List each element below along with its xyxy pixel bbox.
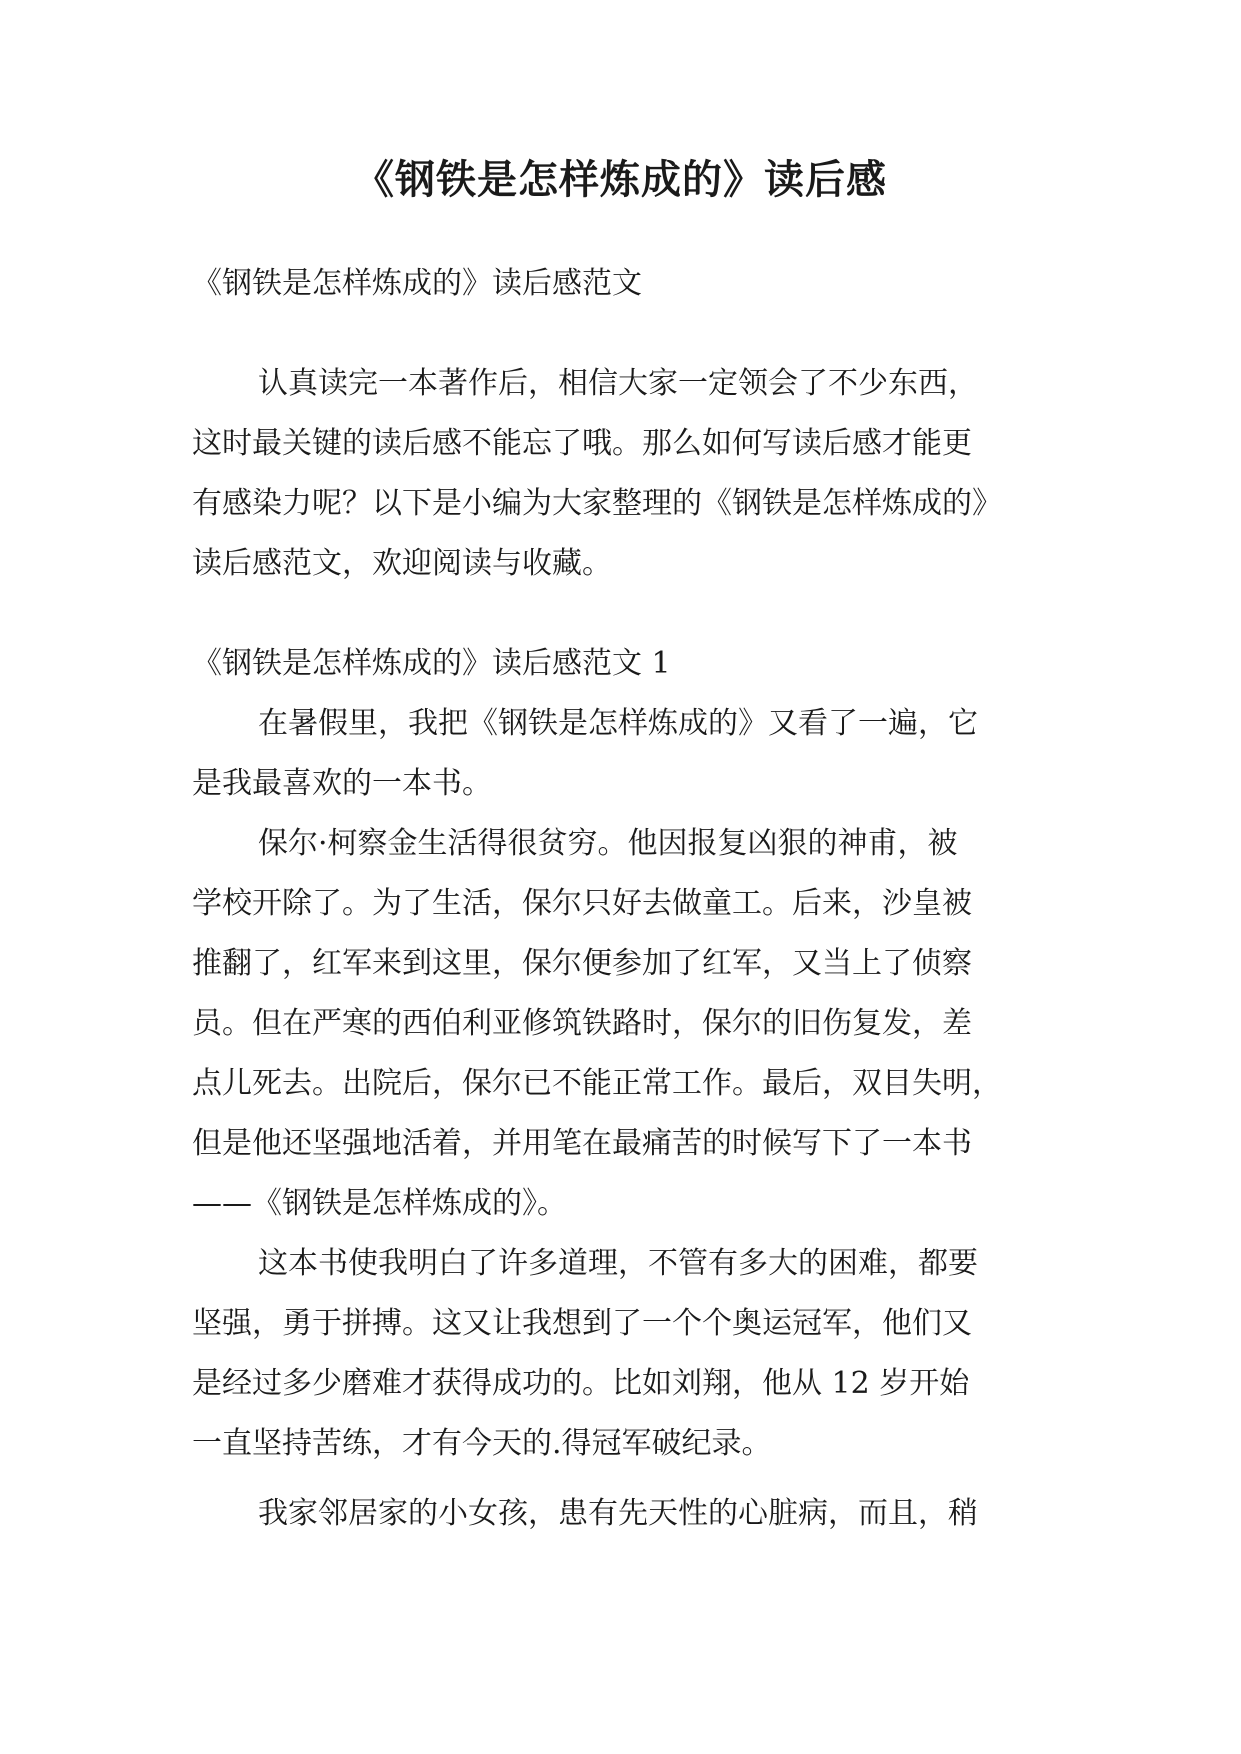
paragraph-line: 点儿死去。出院后，保尔已不能正常工作。最后，双目失明， bbox=[192, 1066, 1002, 1101]
paragraph-line: 保尔·柯察金生活得很贫穷。他因报复凶狠的神甫，被 bbox=[258, 826, 958, 861]
intro-line: 认真读完一本著作后，相信大家一定领会了不少东西， bbox=[258, 366, 978, 401]
paragraph-line: 是经过多少磨难才获得成功的。比如刘翔，他从 12 岁开始 bbox=[192, 1366, 970, 1401]
paragraph-line: 学校开除了。为了生活，保尔只好去做童工。后来，沙皇被 bbox=[192, 886, 972, 921]
intro-line: 有感染力呢？以下是小编为大家整理的《钢铁是怎样炼成的》 bbox=[192, 486, 1002, 521]
paragraph-line: 这本书使我明白了许多道理，不管有多大的困难，都要 bbox=[258, 1246, 978, 1281]
paragraph-line: 是我最喜欢的一本书。 bbox=[192, 766, 492, 801]
intro-line: 这时最关键的读后感不能忘了哦。那么如何写读后感才能更 bbox=[192, 426, 972, 461]
paragraph-line: 但是他还坚强地活着，并用笔在最痛苦的时候写下了一本书 bbox=[192, 1126, 972, 1161]
section-heading: 《钢铁是怎样炼成的》读后感范文 1 bbox=[192, 646, 671, 681]
document-title: 《钢铁是怎样炼成的》读后感 bbox=[354, 157, 887, 203]
paragraph-line: 推翻了，红军来到这里，保尔便参加了红军，又当上了侦察 bbox=[192, 946, 972, 981]
paragraph-line: 我家邻居家的小女孩，患有先天性的心脏病，而且，稍 bbox=[258, 1496, 978, 1531]
paragraph-line: ——《钢铁是怎样炼成的》。 bbox=[192, 1186, 567, 1221]
paragraph-line: 在暑假里，我把《钢铁是怎样炼成的》又看了一遍，它 bbox=[258, 706, 978, 741]
paragraph-line: 一直坚持苦练，才有今天的.得冠军破纪录。 bbox=[192, 1426, 772, 1461]
intro-line: 读后感范文，欢迎阅读与收藏。 bbox=[192, 546, 612, 581]
paragraph-line: 员。但在严寒的西伯利亚修筑铁路时，保尔的旧伤复发，差 bbox=[192, 1006, 972, 1041]
paragraph-line: 坚强，勇于拼搏。这又让我想到了一个个奥运冠军，他们又 bbox=[192, 1306, 972, 1341]
document-subtitle: 《钢铁是怎样炼成的》读后感范文 bbox=[192, 266, 642, 301]
